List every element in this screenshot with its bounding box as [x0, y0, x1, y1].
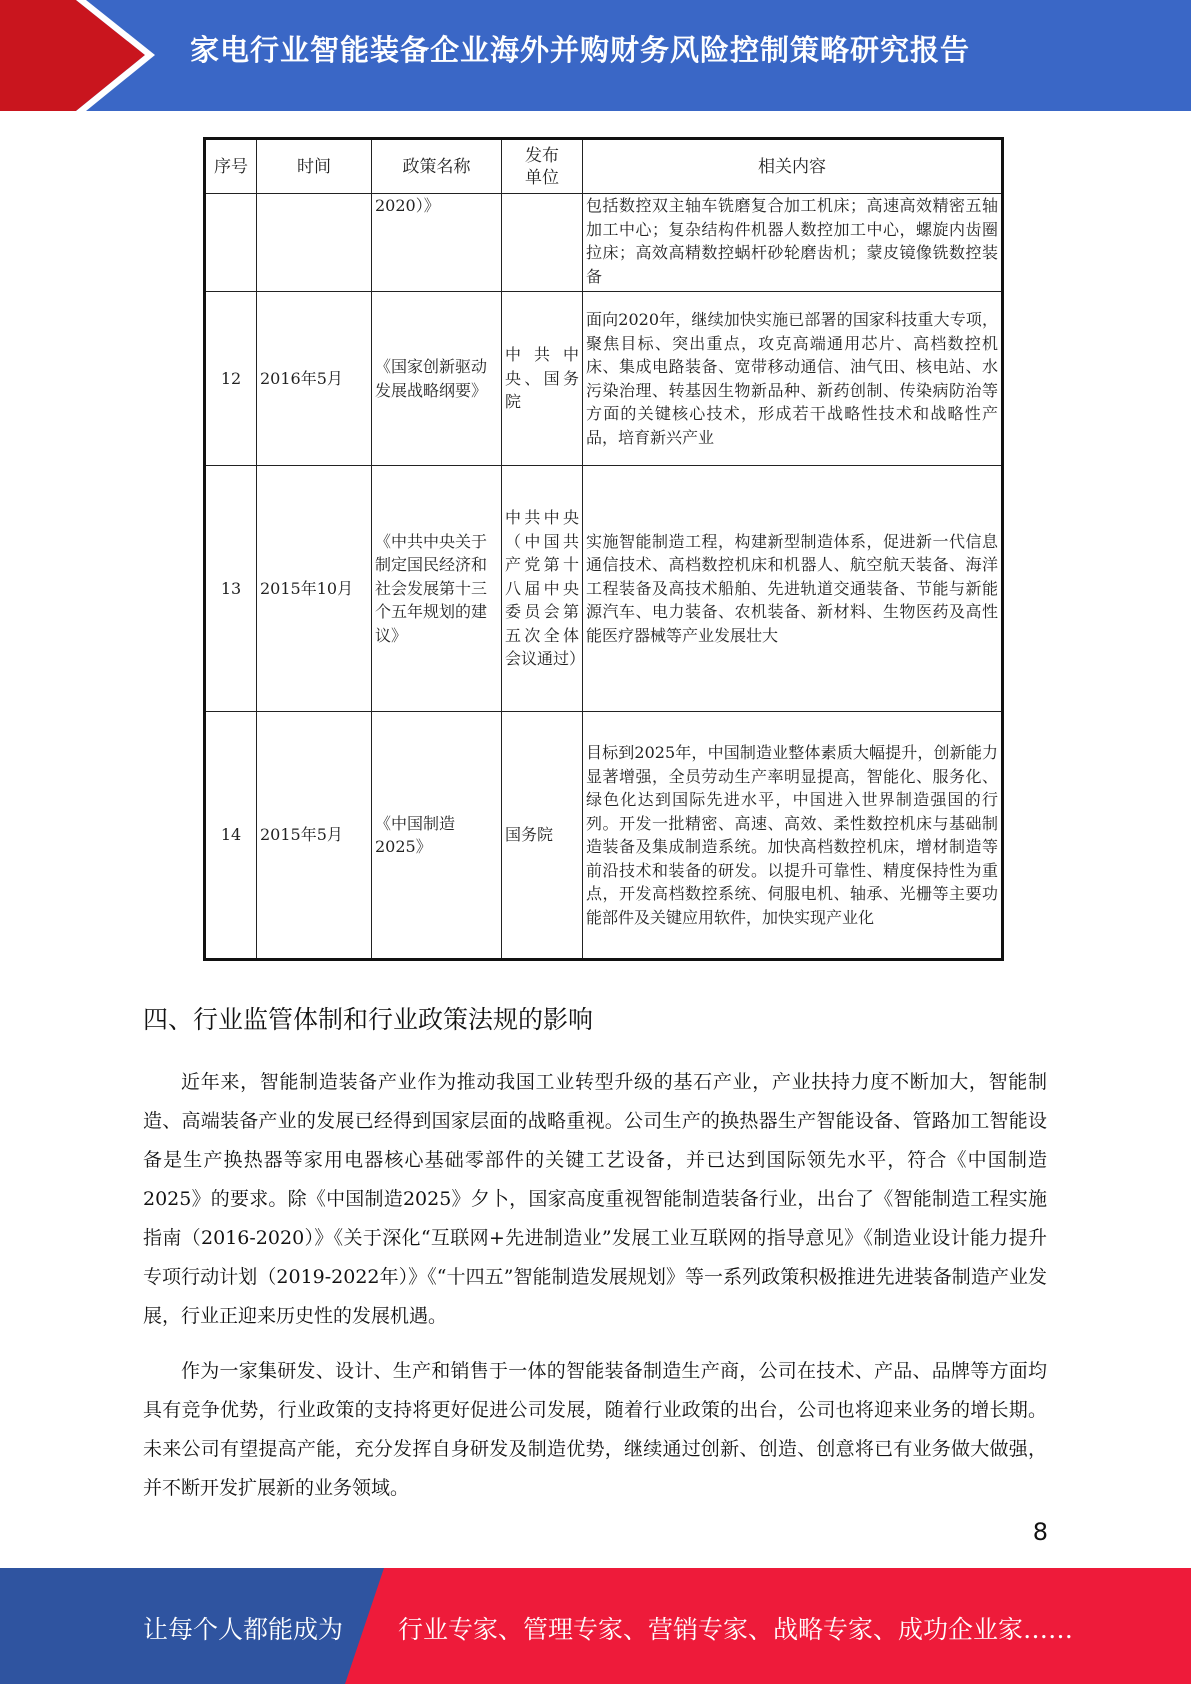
table-row [205, 466, 1003, 712]
row-content: 实施智能制造工程，构建新型制造体系，促进新一代信息通信技术、高档数控机床和机器人、航空航天装备、海洋工程装备及高技术船舶、先进轨道交通装备、节能与新能源汽车、电力装备、农机装备、新材料、生物医药及高性能医疗器械等产业发展壮大 [583, 466, 1003, 712]
table-row [205, 292, 1003, 466]
row-content: 面向2020年，继续加快实施已部署的国家科技重大专项，聚焦目标、突出重点，攻克高端通用芯片、高档数控机床、集成电路装备、宽带移动通信、油气田、核电站、水污染治理、转基因生物新品种、新药创制、传染病防治等方面的关键核心技术，形成若干战略性技术和战略性产品，培育新兴产业 [583, 292, 1003, 466]
row-issuer [502, 194, 583, 292]
row-issuer: 中共中央、国务院 [502, 292, 583, 466]
row-no: 12 [205, 292, 257, 466]
header-policy-name: 政策名称 [372, 139, 502, 194]
row-content: 包括数控双主轴车铣磨复合加工机床；高速高效精密五轴加工中心；复杂结构件机器人数控加工中心，螺旋内齿圈拉床；高效高精数控蜗杆砂轮磨齿机；蒙皮镜像铣数控装备 [583, 194, 1003, 292]
header-content: 相关内容 [583, 139, 1003, 194]
row-time [257, 194, 372, 292]
report-title: 家电行业智能装备企业海外并购财务风险控制策略研究报告 [190, 33, 971, 67]
row-issuer: 中共中央（中国共产党第十八届中央委员会第五次全体会议通过） [502, 466, 583, 712]
row-time: 2015年10月 [257, 466, 372, 712]
table-header-row [205, 139, 1003, 194]
row-no [205, 194, 257, 292]
policy-table [203, 137, 1004, 961]
row-policy-name: 2020）》 [372, 194, 502, 292]
row-time: 2015年5月 [257, 712, 372, 960]
body-paragraph: 作为一家集研发、设计、生产和销售于一体的智能装备制造生产商，公司在技术、产品、品牌等方面均具有竞争优势，行业政策的支持将更好促进公司发展，随着行业政策的出台，公司也将迎来业务的增长期。未来公司有望提高产能，充分发挥自身研发及制造优势，继续通过创新、创造、创意将已有业务做大做强，并不断开发扩展新的业务领域。 [143, 1360, 1047, 1499]
section-heading: 四、行业监管体制和行业政策法规的影响 [143, 1005, 594, 1034]
row-policy-name: 《国家创新驱动发展战略纲要》 [372, 292, 502, 466]
table-row [205, 194, 1003, 292]
row-time: 2016年5月 [257, 292, 372, 466]
header-no: 序号 [205, 139, 257, 194]
footer-slogan-right: 行业专家、管理专家、营销专家、战略专家、成功企业家…… [398, 1615, 1074, 1644]
footer-slogan-left: 让每个人都能成为 [143, 1615, 344, 1644]
page-number: 8 [1032, 1518, 1048, 1546]
row-policy-name: 《中国制造2025》 [372, 712, 502, 960]
row-no: 14 [205, 712, 257, 960]
header-issuer: 发布单位 [502, 139, 583, 194]
row-issuer: 国务院 [502, 712, 583, 960]
row-no: 13 [205, 466, 257, 712]
table-row [205, 712, 1003, 960]
body-paragraph: 近年来，智能制造装备产业作为推动我国工业转型升级的基石产业，产业扶持力度不断加大，智能制造、高端装备产业的发展已经得到国家层面的战略重视。公司生产的换热器生产智能设备、管路加工智能设备是生产换热器等家用电器核心基础零部件的关键工艺设备，并已达到国际领先水平，符合《中国制造2025》的要求。除《中国制造2025》夕卜，国家高度重视智能制造装备行业，出台了《智能制造工程实施指南（2016-2020）》《关于深化“互联网+先进制造业”发展工业互联网的指导意见》《制造业设计能力提升专项行动计划（2019-2022年）》《“十四五”智能制造发展规划》等一系列政策积极推进先进装备制造产业发展，行业正迎来历史性的发展机遇。 [143, 1071, 1047, 1327]
header-time: 时间 [257, 139, 372, 194]
row-policy-name: 《中共中央关于制定国民经济和社会发展第十三个五年规划的建议》 [372, 466, 502, 712]
page-header [0, 0, 1191, 111]
page-footer [0, 1568, 1191, 1684]
row-content: 目标到2025年，中国制造业整体素质大幅提升，创新能力显著增强，全员劳动生产率明显提高，智能化、服务化、绿色化达到国际先进水平，中国进入世界制造强国的行列。开发一批精密、高速、高效、柔性数控机床与基础制造装备及集成制造系统。加快高档数控机床，增材制造等前沿技术和装备的研发。以提升可靠性、精度保持性为重点，开发高档数控系统、伺服电机、轴承、光栅等主要功能部件及关键应用软件，加快实现产业化 [583, 712, 1003, 960]
